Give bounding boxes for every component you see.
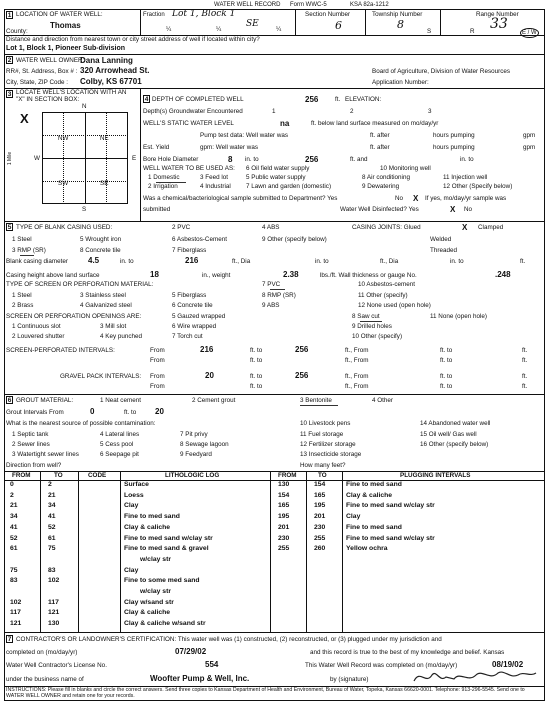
- board-label: Board of Agriculture, Division of Water Resources: [372, 68, 511, 75]
- screen-none: 12 None used (open hole): [358, 302, 431, 309]
- pump-hours: hours pumping: [433, 132, 475, 139]
- casing-dia-label: Blank casing diameter: [6, 258, 68, 265]
- plug-description: Fine to med sand: [346, 481, 402, 488]
- log-to: 83: [48, 566, 56, 574]
- spi2-from: From: [150, 357, 165, 364]
- static-value: na: [280, 119, 290, 128]
- plug-to: 201: [314, 513, 326, 521]
- log-description: Clay & caliche: [124, 609, 171, 617]
- plug-from: 154: [278, 491, 290, 499]
- yield-hours: hours pumping: [433, 144, 475, 151]
- src-oilgas: 15 Oil well/ Gas well: [420, 431, 477, 438]
- gpi2-ft: ft.: [522, 383, 528, 390]
- casing-label: TYPE OF BLANK CASING USED:: [16, 224, 113, 231]
- log-header-to: TO: [54, 472, 63, 479]
- log-header-to2: TO: [318, 472, 327, 479]
- casing-to-value: 216: [185, 256, 199, 265]
- form-title: WATER WELL RECORD: [214, 2, 281, 8]
- county-value: Thomas: [50, 21, 81, 30]
- casing-in-to2: in. to: [315, 258, 329, 265]
- joints-threaded: Threaded: [430, 247, 457, 254]
- log-to: 52: [48, 523, 56, 531]
- groundwater-label: Depth(s) Groundwater Encountered: [143, 108, 243, 115]
- chem-label: Was a chemical/bacteriological sample submitted to Department? Yes: [143, 195, 338, 202]
- screen-abs: 9 ABS: [262, 302, 280, 309]
- pump-gpm: gpm: [523, 132, 536, 139]
- plug-from: 230: [278, 534, 290, 542]
- spi2-ft: ft.: [522, 357, 528, 364]
- submitted-label: submitted: [143, 206, 171, 213]
- log-description: Fine to med sand & gravel: [124, 545, 209, 553]
- completed-date: 07/29/02: [175, 647, 207, 656]
- src-feedyard: 9 Feedyard: [180, 451, 212, 458]
- mile-label: 1 Mile: [7, 151, 14, 166]
- ft-unit: ft.: [335, 96, 341, 103]
- quarter-1: ¼: [166, 26, 172, 33]
- gpi-ft: ft.: [522, 373, 528, 380]
- county-label: County:: [6, 28, 28, 35]
- license-value: 554: [205, 660, 219, 669]
- weight-value: 2.38: [283, 270, 299, 279]
- gw-1: 1: [272, 108, 276, 115]
- log-description: w/clay str: [140, 588, 171, 595]
- plug-description: Yellow ochra: [346, 545, 388, 553]
- location-x-mark: X: [20, 111, 29, 126]
- casing-ft-dia: ft., Dia: [232, 258, 251, 265]
- casing-ft-dia2: ft., Dia: [380, 258, 399, 265]
- elevation-label: ELEVATION:: [345, 96, 382, 103]
- true-record: and this record is true to the best of my knowledge and belief. Kansas: [310, 649, 505, 656]
- log-from: 61: [10, 545, 18, 553]
- grout-int-from: 0: [90, 407, 95, 416]
- joints-welded: Welded: [430, 236, 452, 243]
- plug-from: 130: [278, 481, 290, 488]
- use-aircon: 8 Air conditioning: [362, 174, 410, 181]
- plug-to: 165: [314, 491, 326, 499]
- log-from: 34: [10, 513, 18, 521]
- chem-no: No: [395, 195, 404, 202]
- casing-rmp: 5 Wrought iron: [80, 236, 122, 243]
- plug-from: 165: [278, 502, 290, 510]
- casing-pvc: 3 RMP (SR): [12, 247, 46, 254]
- address-value: 320 Arrowhead St.: [80, 66, 150, 75]
- log-description: Clay: [124, 566, 139, 574]
- grout-other: 4 Other: [372, 397, 393, 404]
- yield-after: ft. after: [370, 144, 390, 151]
- log-description: Clay: [124, 502, 139, 510]
- bore-to-value: 256: [305, 155, 319, 164]
- disinfected-label: Water Well Disinfected? Yes: [340, 206, 419, 213]
- bore-ft-and: ft. and: [350, 156, 368, 163]
- spi-to: ft. to: [250, 347, 263, 354]
- east-west-circle: E / W: [522, 30, 537, 36]
- plug-to: 255: [314, 534, 326, 542]
- use-dewatering: 9 Dewatering: [362, 183, 400, 190]
- casing-concrete: 4 ABS: [262, 224, 280, 231]
- address-label: RR#, St. Address, Box # :: [6, 68, 78, 75]
- south-label: S: [82, 206, 87, 213]
- log-to: 41: [48, 513, 56, 521]
- casing-steel: 1 Steel: [12, 236, 32, 243]
- open-louvered: 2 Louvered shutter: [12, 333, 65, 340]
- gpi-from: From: [150, 373, 165, 380]
- use-label: WELL WATER TO BE USED AS:: [143, 165, 235, 172]
- quarter-4: ¼: [276, 26, 282, 33]
- grout-label: GROUT MATERIAL:: [16, 397, 74, 404]
- screen-label: TYPE OF SCREEN OR PERFORATION MATERIAL:: [6, 281, 154, 288]
- owner-value: Dana Lanning: [80, 56, 133, 65]
- fraction-label: Fraction: [143, 12, 165, 18]
- plug-description: Fine to med sand w/clay str: [346, 502, 435, 510]
- yield-gpm: gpm: Well water was: [200, 144, 258, 151]
- log-from: 2: [10, 491, 14, 499]
- open-sawcut: 8 Saw cut: [352, 313, 380, 320]
- log-to: 2: [48, 481, 52, 488]
- water-well-record-form: WATER WELL RECORD Form WWC-5 KSA 82a-1212 1 LOCATION OF WATER WELL: County: Thomas Fraction Lot 1, Block 1 ¼ ¼ SE ¼ Section Number 6 Township Number 8 S Range Number R 33 E / W Distance and direction from nearest town or city street address of well if located within city? Lot 1, Block 1, Pioneer Sub-division 2 WATER WELL OWNER: Dana Lanning RR#, St. Address, Box # : 320 Arrowhead St. City, State, ZIP Code : Colby, KS 67701 Board of Agriculture, Division of Water Resources Application Number: 3 LOCATE WELL'S LOCATION WITH AN "X" IN SECTION BOX: X NW NE SW SE N S E W 1 Mile 4 DEPTH OF COMPLETED WELL 256 ft. ELEVATION: Depth(s) Groundwater Encountered 1 2 3 WELL'S STATIC WATER LEVEL na ft. below land surface measured on mo/day/yr Pump test data: Well water was ft. after hours pumping gpm Est. Yield gpm: Well water was ft. after hours pumping gpm Bore Hole Diameter 8 in. to 256 ft. and in. to WELL WATER TO BE USED AS: 1 Domestic 3 Feed lot 5 Public water supply 8 Air conditioning 11 Injection well 2 Irrigation 4 Industrial 7 Lawn and garden (domestic) 6 Oil field water supply 9 Dewatering 12 Other (Specify below) 10 Monitoring well Was a chemical/bacteriological sample submitted to Department? Yes No X If yes, mo/day/yr sample was submitted Water Well Disinfected? Yes X No 5 TYPE OF BLANK CASING USED: 1 Steel 5 Wrought iron 2 PVC 4 ABS 3 RMP (SR) 8 Concrete tile 6 Asbestos-Cement 9 Other (specify below) 7 Fiberglass CASING JOINTS: Glued X Clamped Welded Threaded Blank casing diameter 4.5 in. to 216 ft., Dia in. to ft., Dia in. to ft. Casing height above land surface 18 in., weight 2.38 lbs./ft. Wall thickness or gauge No. .248 TYPE OF SCREEN OR PERFORATION MATERIAL: 1 Steel 3 Stainless steel 5 Fiberglass 7 PVC 10 Asbestos-cement 2 Brass 4 Galvanized steel 6 Concrete tile 8 RMP (SR) 11 Other (specify) 9 ABS 12 None used (open hole) SCREEN OR PERFORATION OPENINGS ARE: 5 Gauzed wrapped 8 Saw cut 11 None (open hole) 1 Continuous slot 3 Mill slot 6 Wire wrapped 9 Drilled holes 2 Louvered shutter 4 Key punched 7 Torch cut 10 Other (specify) SCREEN-PERFORATED INTERVALS: From 216 ft. to 256 ft., From ft. to ft. From ft. to ft., From ft. to ft. GRAVEL PACK INTERVALS: From 20 ft. to 256 ft., From ft. to ft. From ft. to ft., From ft. to ft. 6 GROUT MATERIAL: 1 Neat cement 2 Cement grout 3 Bentonite 4 Other Grout Intervals From 0 ft. to 20 What is the nearest source of possible contamination: 1 Septic tank 4 Lateral lines 7 Pit privy 10 Livestock pens 14 Abandoned water well 2 Sewer lines 5 Cess pool 8 Sewage lagoon 11 Fuel storage 15 Oil well/ Gas well 3 Watertight sewer lines 6 Seepage pit 9 Feedyard 12 Fertilizer storage 16 Other (specify below) 13 Insecticide storage Direction from well? How many feet? FROM TO CODE LITHOLOGIC LOG FROM TO PLUGGING INTERVALS 0 2 Surface 2 21 Loess 21 34 Clay 34 41 Fine to med sand 41 52 Clay & caliche 52 61 Fine to med sand w/clay str 61 75 Fine to med sand & gravel w/clay str 75 83 Clay 83 102 Fine to some med sand w/clay str 102 117 Clay w/sand str 117 121 Clay & caliche 121 130 Clay & caliche w/sand str 130 154 Fine to med sand 154 165 Clay & caliche 165 195 Fine to med sand w/clay str 195 201 Clay 201 230 Fine to med sand 230 255 Fine to med sand w/clay str 255 260 Yellow ochra 7 CONTRACTOR'S OR LANDOWNER'S CERTIFICATION: This water well was (1) constructed, (2) reconstructed, or (3) plugged under my jurisdiction and completed on (mo/day/yr) 07/29/02 and this record is true to the best of my knowledge and belief. Kansas Water Well Contractor's License No. 554 This Water Well Record was completed on (mo/day/yr) 08/19/02 under the business name of Woofter Pump & Well, Inc. by (signature) INSTRUCTIONS: Please fill in blanks and circle the correct answers. Send three copies to Kansas Department of Health and Environment, Bureau of Water, Topeka, Kansas 66620-0001. Telephone: 913-296-5545. Send one to WATER WELL OWNER and retain one for your records.: [0, 0, 549, 705]
- location-label: LOCATION OF WATER WELL:: [16, 11, 103, 18]
- log-table: [4, 471, 545, 633]
- plug-description: Fine to med sand: [346, 523, 402, 531]
- height-label: Casing height above land surface: [6, 272, 100, 279]
- completed2-label: This Water Well Record was completed on (mo/day/yr): [305, 662, 458, 669]
- log-from: 52: [10, 534, 18, 542]
- open-none: 11 None (open hole): [430, 313, 487, 320]
- quarter-3-value: SE: [246, 19, 259, 29]
- plug-from: 195: [278, 513, 290, 521]
- bore-in-to: in. to: [245, 156, 259, 163]
- distance-value: Lot 1, Block 1, Pioneer Sub-division: [6, 45, 126, 52]
- completed2-date: 08/19/02: [492, 660, 524, 669]
- pump-label: Pump test data: Well water was: [200, 132, 289, 139]
- joints-label: CASING JOINTS: Glued: [352, 224, 421, 231]
- casing-wrought: 2 PVC: [172, 224, 191, 231]
- log-header-litho: LITHOLOGIC LOG: [165, 472, 220, 479]
- spi-label: SCREEN-PERFORATED INTERVALS:: [6, 347, 115, 354]
- plug-to: 195: [314, 502, 326, 510]
- plug-to: 260: [314, 545, 326, 553]
- src-abandoned: 14 Abandoned water well: [420, 420, 491, 427]
- log-to: 130: [48, 620, 60, 628]
- log-from: 83: [10, 577, 18, 585]
- use-irrigation: 2 Irrigation: [148, 183, 178, 190]
- disinfected-x: X: [450, 205, 456, 214]
- src-privy: 7 Pit privy: [180, 431, 208, 438]
- business-name: Woofter Pump & Well, Inc.: [150, 674, 250, 683]
- bore-label: Bore Hole Diameter: [143, 156, 199, 163]
- use-other: 12 Other (Specify below): [443, 183, 513, 190]
- nw-quarter: NW: [58, 135, 69, 142]
- business-label: under the business name of: [6, 676, 84, 683]
- log-from: 75: [10, 566, 18, 574]
- plug-to: 230: [314, 523, 326, 531]
- gpi-label: GRAVEL PACK INTERVALS:: [60, 373, 142, 380]
- spi-from-value: 216: [200, 345, 214, 354]
- open-continuous: 1 Continuous slot: [12, 323, 61, 330]
- township-s: S: [427, 28, 432, 35]
- use-domestic: 1 Domestic: [148, 174, 180, 181]
- spi2-to2: ft. to: [440, 357, 453, 364]
- chem-x: X: [413, 194, 419, 203]
- grout-int-label: Grout Intervals From: [6, 409, 64, 416]
- src-cesspool: 5 Cess pool: [100, 441, 134, 448]
- src-other: 16 Other (specify below): [420, 441, 489, 448]
- src-seepage: 6 Seepage pit: [100, 451, 139, 458]
- log-from: 0: [10, 481, 14, 488]
- log-description: Fine to some med sand: [124, 577, 200, 585]
- log-to: 117: [48, 598, 59, 606]
- gpi-to-value: 256: [295, 371, 309, 380]
- gpi2-ft-from: ft., From: [345, 383, 369, 390]
- src-fuel: 11 Fuel storage: [300, 431, 344, 438]
- grout-neat: 1 Neat cement: [100, 397, 141, 404]
- owner-label: WATER WELL OWNER:: [16, 57, 85, 64]
- application-number-label: Application Number:: [372, 79, 429, 86]
- disinfected-no: No: [464, 206, 473, 213]
- casing-abs: 8 Concrete tile: [80, 247, 121, 254]
- src-watertight: 3 Watertight sewer lines: [12, 451, 79, 458]
- chem-ifyes: If yes, mo/day/yr sample was: [425, 195, 507, 202]
- open-gauzed: 5 Gauzed wrapped: [172, 313, 226, 320]
- log-header-from2: FROM: [278, 472, 297, 479]
- open-mill: 3 Mill slot: [100, 323, 127, 330]
- use-oilfield: 6 Oil field water supply: [246, 165, 310, 172]
- screen-stainless: 3 Stainless steel: [80, 292, 126, 299]
- log-from: 117: [10, 609, 21, 617]
- use-feedlot: 3 Feed lot: [200, 174, 229, 181]
- screen-pvc: 7 PVC: [262, 281, 281, 288]
- spi-ft: ft.: [522, 347, 528, 354]
- spi2-ft-from: ft., From: [345, 357, 369, 364]
- depth-value: 256: [305, 95, 319, 104]
- casing-fiberglass: 7 Fiberglass: [172, 247, 207, 254]
- screen-asbestos: 10 Asbestos-cement: [358, 281, 416, 288]
- contam-label: What is the nearest source of possible contamination:: [6, 420, 156, 427]
- use-public: 5 Public water supply: [246, 174, 306, 181]
- joints-clamped: Clamped: [478, 224, 504, 231]
- gpi2-to: ft. to: [250, 383, 263, 390]
- plug-description: Clay: [346, 513, 361, 521]
- log-description: Loess: [124, 491, 144, 499]
- township-value: 8: [397, 18, 404, 31]
- log-to: 121: [48, 609, 60, 617]
- city-label: City, State, ZIP Code :: [6, 79, 69, 86]
- log-description: Fine to med sand: [124, 513, 180, 521]
- log-description: Clay w/sand str: [124, 598, 174, 606]
- form-number: Form WWC-5: [290, 2, 327, 8]
- yield-label: Est. Yield: [143, 144, 170, 151]
- casing-ft3: ft.: [520, 258, 526, 265]
- log-from: 102: [10, 598, 22, 606]
- casing-in-to3: in. to: [450, 258, 464, 265]
- src-insecticide: 13 Insecticide storage: [300, 451, 362, 458]
- cert-label: CONTRACTOR'S OR LANDOWNER'S CERTIFICATION: This water well was (1) constructed, (2) reconstructed, or (3) plugged under my jurisdiction and: [16, 636, 442, 643]
- screen-fiberglass: 5 Fiberglass: [172, 292, 207, 299]
- howmany-label: How many feet?: [300, 462, 346, 469]
- ne-quarter: NE: [100, 135, 109, 142]
- section-value: 6: [335, 19, 342, 32]
- gpi2-to2: ft. to: [440, 383, 453, 390]
- license-label: Water Well Contractor's License No.: [6, 662, 107, 669]
- east-label: E: [132, 155, 137, 162]
- joints-x: X: [462, 223, 468, 232]
- north-label: N: [82, 103, 87, 110]
- log-to: 21: [48, 491, 56, 499]
- gw-2: 2: [350, 108, 354, 115]
- casing-other: 9 Other (specify below): [262, 236, 327, 243]
- open-key: 4 Key punched: [100, 333, 143, 340]
- west-label: W: [34, 155, 40, 162]
- gauge-value: .248: [495, 270, 511, 279]
- spi-from: From: [150, 347, 165, 354]
- use-lawn: 7 Lawn and garden (domestic): [246, 183, 332, 190]
- src-livestock: 10 Livestock pens: [300, 420, 351, 427]
- plug-from: 255: [278, 545, 290, 553]
- signature-label: by (signature): [330, 676, 369, 683]
- log-from: 21: [10, 502, 18, 510]
- plug-from: 201: [278, 523, 290, 531]
- ksa-number: KSA 82a-1212: [350, 2, 389, 8]
- screen-rmp: 8 RMP (SR): [262, 292, 296, 299]
- bore-value: 8: [228, 155, 233, 164]
- static-label: WELL'S STATIC WATER LEVEL: [143, 120, 234, 127]
- grout-int-to: 20: [155, 407, 164, 416]
- log-from: 121: [10, 620, 22, 628]
- se-quarter: SE: [100, 180, 109, 187]
- src-fertilizer: 12 Fertilizer storage: [300, 441, 356, 448]
- screen-brass: 2 Brass: [12, 302, 34, 309]
- open-other: 10 Other (specify): [352, 333, 403, 340]
- src-lateral: 4 Lateral lines: [100, 431, 140, 438]
- depth-label: DEPTH OF COMPLETED WELL: [152, 96, 244, 103]
- src-septic: 1 Septic tank: [12, 431, 49, 438]
- spi2-to: ft. to: [250, 357, 263, 364]
- screen-concrete: 6 Concrete tile: [172, 302, 213, 309]
- log-from: 41: [10, 523, 18, 531]
- screen-other: 11 Other (specify): [358, 292, 408, 299]
- range-label: Range Number: [476, 11, 519, 18]
- gauge-label: lbs./ft. Wall thickness or gauge No.: [320, 272, 417, 279]
- gpi-ft-from: ft., From: [345, 373, 369, 380]
- locate-label: LOCATE WELL'S LOCATION WITH AN "X" IN SECTION BOX:: [16, 89, 127, 103]
- signature-image: [410, 667, 540, 687]
- yield-gpm2: gpm: [523, 144, 536, 151]
- log-to: 102: [48, 577, 60, 585]
- screen-steel: 1 Steel: [12, 292, 32, 299]
- log-header-code: CODE: [88, 472, 107, 479]
- log-description: Clay & caliche: [124, 523, 171, 531]
- open-wire: 6 Wire wrapped: [172, 323, 217, 330]
- spi-to-value: 256: [295, 345, 309, 354]
- sw-quarter: SW: [58, 180, 69, 187]
- gpi-to: ft. to: [250, 373, 263, 380]
- township-label: Township Number: [372, 11, 423, 18]
- gpi-from-value: 20: [205, 371, 214, 380]
- src-sewer: 2 Sewer lines: [12, 441, 50, 448]
- openings-label: SCREEN OR PERFORATION OPENINGS ARE:: [6, 313, 142, 320]
- open-torch: 7 Torch cut: [172, 333, 203, 340]
- spi-to2: ft. to: [440, 347, 453, 354]
- gpi-to2: ft. to: [440, 373, 453, 380]
- casing-dia-value: 4.5: [88, 256, 100, 265]
- log-header-plugging: PLUGGING INTERVALS: [400, 472, 471, 479]
- log-to: 34: [48, 502, 56, 510]
- weight-label: in., weight: [202, 272, 231, 279]
- grout-int-to-label: ft. to: [124, 409, 137, 416]
- plug-to: 154: [314, 481, 326, 488]
- casing-asbestos: 6 Asbestos-Cement: [172, 236, 227, 243]
- plug-description: Fine to med sand w/clay str: [346, 534, 435, 542]
- use-monitoring: 10 Monitoring well: [380, 165, 431, 172]
- spi-ft-from: ft., From: [345, 347, 369, 354]
- section-label: Section Number: [305, 11, 351, 18]
- quarter-2: ¼: [216, 26, 222, 33]
- src-lagoon: 8 Sewage lagoon: [180, 441, 229, 448]
- screen-galvanized: 4 Galvanized steel: [80, 302, 132, 309]
- use-industrial: 4 Industrial: [200, 183, 231, 190]
- bore-in-to2: in. to: [460, 156, 474, 163]
- log-description: Clay & caliche w/sand str: [124, 620, 206, 628]
- height-value: 18: [150, 270, 159, 279]
- grout-cement: 2 Cement grout: [192, 397, 236, 404]
- open-drilled: 9 Drilled holes: [352, 323, 392, 330]
- log-to: 61: [48, 534, 56, 542]
- log-header-from: FROM: [12, 472, 31, 479]
- completed-label: completed on (mo/day/yr): [6, 649, 78, 656]
- gpi2-from: From: [150, 383, 165, 390]
- casing-in-to: in. to: [120, 258, 134, 265]
- plug-description: Clay & caliche: [346, 491, 393, 499]
- static-rest: ft. below land surface measured on mo/day/yr: [311, 120, 439, 127]
- range-value: 33: [490, 16, 508, 32]
- log-description: w/clay str: [140, 555, 171, 563]
- direction-label: Direction from well?: [6, 462, 62, 469]
- pump-after: ft. after: [370, 132, 390, 139]
- distance-label: Distance and direction from nearest town or city street address of well if located within city?: [6, 36, 260, 43]
- city-value: Colby, KS 67701: [80, 77, 142, 86]
- instructions: INSTRUCTIONS: Please fill in blanks and circle the correct answers. Send three copies to Kansas Department of Health and Environment, Bureau of Water, Topeka, Kansas 66620-0001. Telephone: 913-296-5545. Send one to WATER WELL OWNER and retain one for your records.: [6, 687, 525, 699]
- use-injection: 11 Injection well: [443, 174, 488, 181]
- log-description: Surface: [124, 481, 149, 488]
- log-description: Fine to med sand w/clay str: [124, 534, 213, 542]
- range-r: R: [470, 28, 475, 35]
- grout-bentonite: 3 Bentonite: [300, 397, 332, 404]
- fraction-value: Lot 1, Block 1: [172, 9, 236, 19]
- log-to: 75: [48, 545, 56, 553]
- gw-3: 3: [428, 108, 432, 115]
